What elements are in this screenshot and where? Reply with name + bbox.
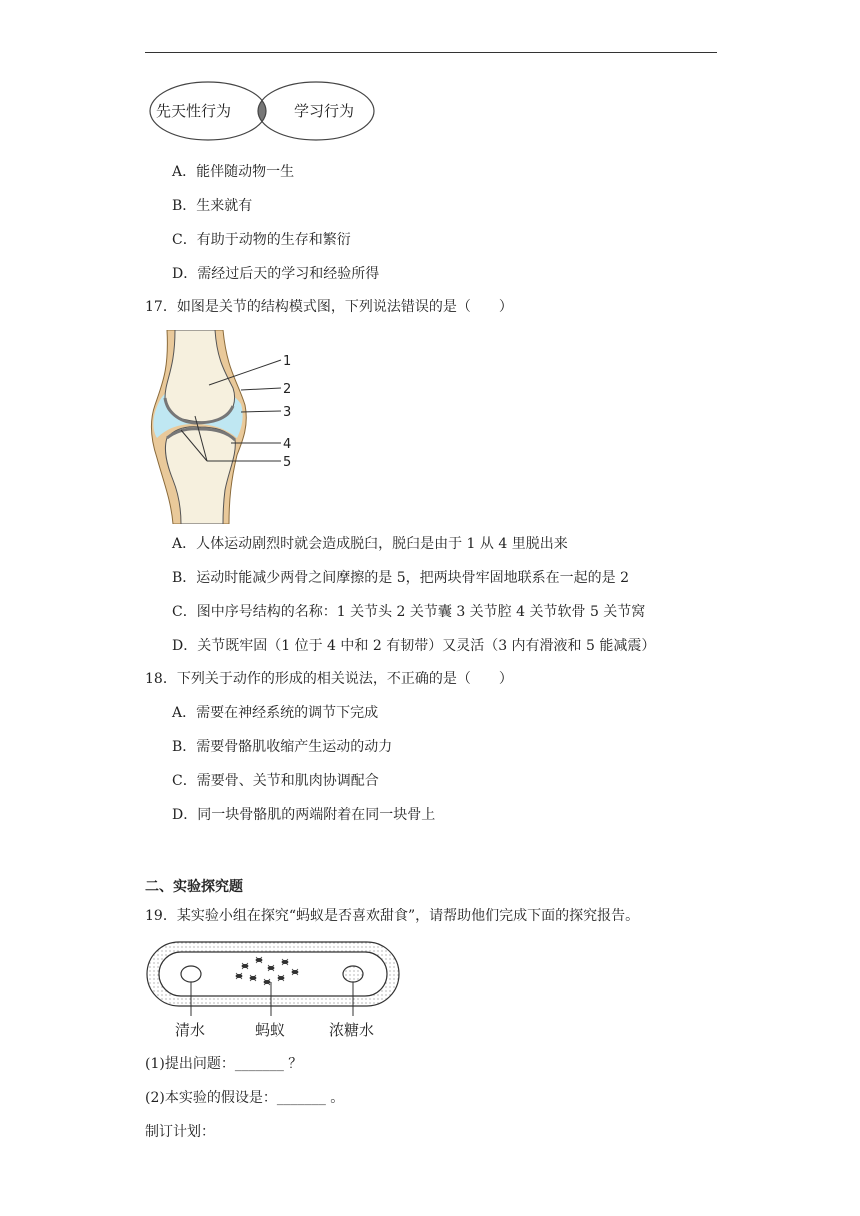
joint-label-4: 4 <box>283 437 292 452</box>
venn-diagram <box>148 80 380 142</box>
label-sugar-water: 浓糖水 <box>329 1021 375 1039</box>
q18-option-c: C．需要骨、关节和肌肉协调配合 <box>172 773 379 789</box>
sugar-drop <box>343 966 363 982</box>
venn-right-label: 学习行为 <box>294 102 355 120</box>
joint-label-3: 3 <box>283 405 292 420</box>
water-drop <box>181 966 201 982</box>
q17-option-a: A．人体运动剧烈时就会造成脱臼，脱臼是由于 1 从 4 里脱出来 <box>172 536 568 552</box>
venn-left-label: 先天性行为 <box>156 102 232 120</box>
q17-option-d: D．关节既牢固（1 位于 4 中和 2 有韧带）又灵活（3 内有滑液和 5 能减震） <box>172 638 656 654</box>
q17-option-b: B．运动时能减少两骨之间摩擦的是 5，把两块骨牢固地联系在一起的是 2 <box>172 570 630 586</box>
joint-label-5: 5 <box>283 455 292 470</box>
q18-option-b: B．需要骨骼肌收缩产生运动的动力 <box>172 739 393 755</box>
q19-sub2: (2)本实验的假设是：_______ 。 <box>145 1090 345 1106</box>
joint-label-1: 1 <box>283 354 292 369</box>
joint-diagram <box>145 330 305 524</box>
header-rule <box>145 52 717 53</box>
q16-option-b: B．生来就有 <box>172 198 253 214</box>
q16-option-c: C．有助于动物的生存和繁衍 <box>172 232 351 248</box>
q17-stem: 17．如图是关节的结构模式图，下列说法错误的是（ ） <box>145 299 513 315</box>
section-title: 二、实验探究题 <box>145 879 243 895</box>
label-water: 清水 <box>175 1021 206 1039</box>
q17-option-c: C．图中序号结构的名称：1 关节头 2 关节囊 3 关节腔 4 关节软骨 5 关节窝 <box>172 604 646 620</box>
ant-experiment-diagram <box>145 938 403 1042</box>
q18-stem: 18．下列关于动作的形成的相关说法，不正确的是（ ） <box>145 671 513 687</box>
q19-plan: 制订计划： <box>145 1124 215 1140</box>
q16-option-a: A．能伴随动物一生 <box>172 164 295 180</box>
q18-option-d: D．同一块骨骼肌的两端附着在同一块骨上 <box>172 807 436 823</box>
joint-label-2: 2 <box>283 382 292 397</box>
q19-stem: 19．某实验小组在探究“蚂蚁是否喜欢甜食”，请帮助他们完成下面的探究报告。 <box>145 908 640 924</box>
q19-sub1: (1)提出问题：_______ ？ <box>145 1056 303 1072</box>
q16-option-d: D．需经过后天的学习和经验所得 <box>172 266 380 282</box>
label-ants: 蚂蚁 <box>255 1021 286 1039</box>
q18-option-a: A．需要在神经系统的调节下完成 <box>172 705 379 721</box>
